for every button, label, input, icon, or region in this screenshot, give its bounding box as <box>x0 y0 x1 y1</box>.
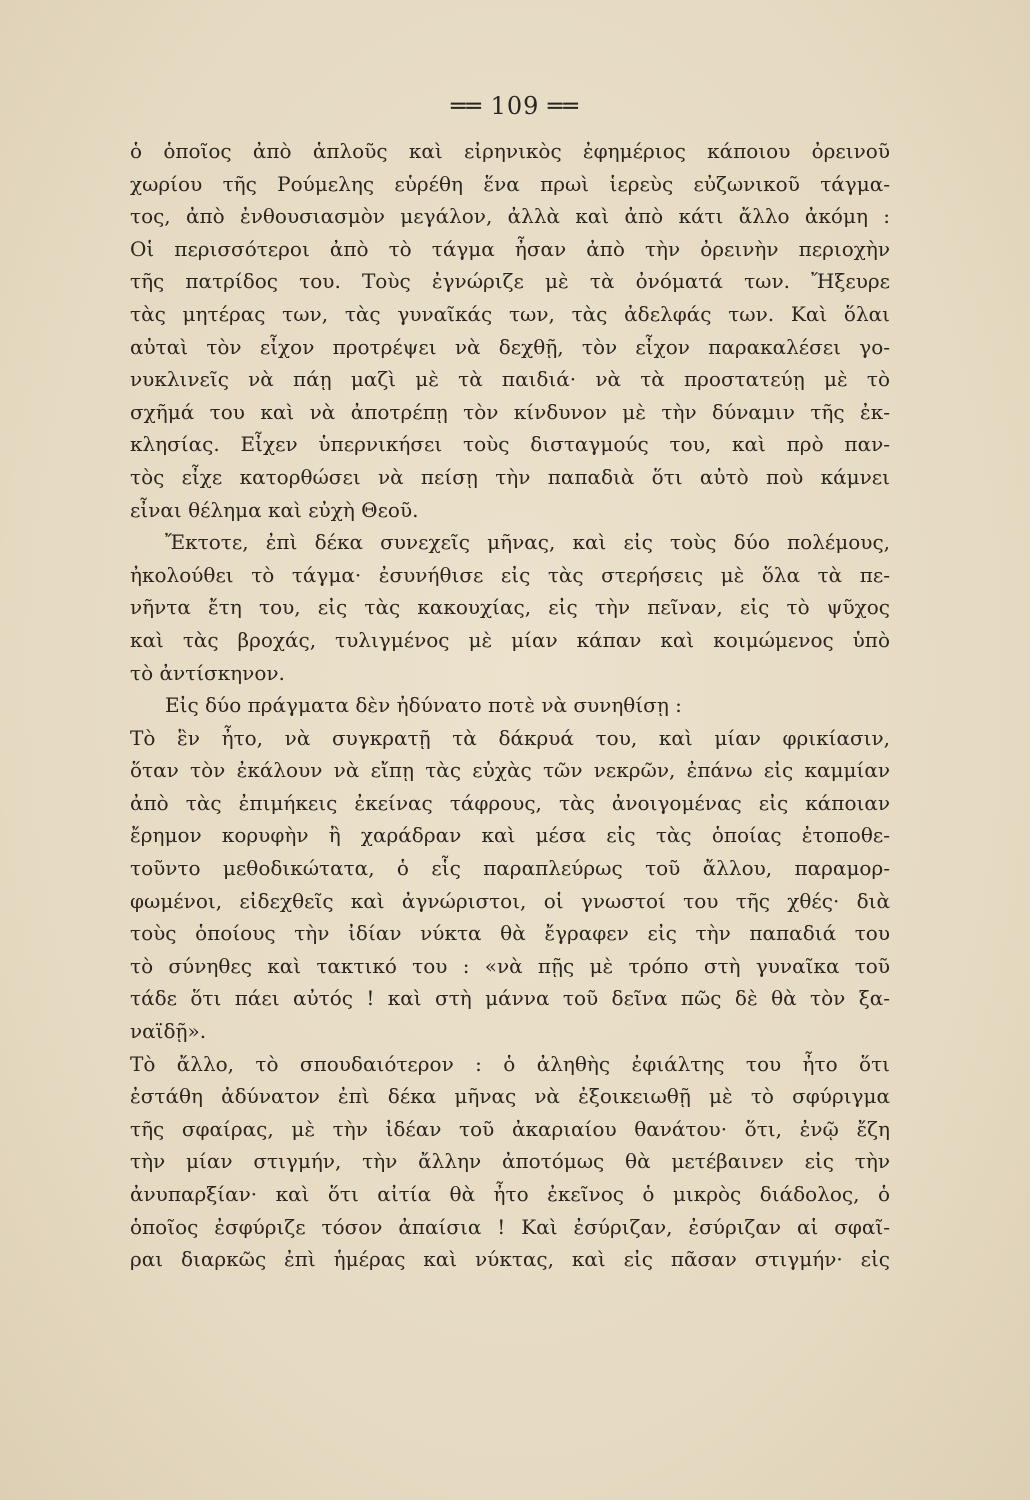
text-line: τὰς μητέρας των, τὰς γυναῖκάς των, τὰς ἀδελφάς των. Καὶ ὅλαι <box>130 301 890 326</box>
text-line: τὸς εἶχε κατορθώσει νὰ πείσῃ τὴν παπαδιὰ ὅτι αὐτὸ ποὺ κάμνει <box>130 464 890 489</box>
text-line: αὐταὶ τὸν εἶχον προτρέψει νὰ δεχθῇ, τὸν εἶχον παρακαλέσει γο- <box>130 334 890 359</box>
text-line: χωρίου τῆς Ρούμελης εὑρέθη ἕνα πρωὶ ἱερεὺς εὐζωνικοῦ τάγμα- <box>130 171 890 196</box>
text-line: ναϊδῇ». <box>130 1019 207 1044</box>
text-line: τος, ἀπὸ ἐνθουσιασμὸν μεγάλον, ἀλλὰ καὶ ἀπὸ κάτι ἄλλο ἀκόμη : <box>130 204 890 229</box>
page-number: ══ 109 ══ <box>451 92 579 120</box>
text-line: τοῦντο μεθοδικώτατα, ὁ εἷς παραπλεύρως τοῦ ἄλλου, παραμορ- <box>130 856 890 881</box>
text-line: Οἱ περισσότεροι ἀπὸ τὸ τάγμα ἦσαν ἀπὸ τὴν ὀρεινὴν περιοχὴν <box>130 236 890 261</box>
text-line: φωμένοι, εἰδεχθεῖς καὶ ἀγνώριστοι, οἱ γνωστοί του τῆς χθές· διὰ <box>130 888 890 913</box>
text-line: τάδε ὅτι πάει αὐτός ! καὶ στὴ μάννα τοῦ δεῖνα πῶς δὲ θὰ τὸν ξα- <box>130 986 890 1011</box>
text-line: ὁποῖος ἐσφύριζε τόσον ἀπαίσια ! Καὶ ἐσύριζαν, ἐσύριζαν αἱ σφαῖ- <box>130 1214 890 1239</box>
text-line: Εἰς δύο πράγματα δὲν ἠδύνατο ποτὲ νὰ συνηθίσῃ : <box>165 693 682 718</box>
text-line: καὶ τὰς βροχάς, τυλιγμένος μὲ μίαν κάπαν καὶ κοιμώμενος ὑπὸ <box>130 627 890 652</box>
text-line: Ἔκτοτε, ἐπὶ δέκα συνεχεῖς μῆνας, καὶ εἰς τοὺς δύο πολέμους, <box>165 530 890 555</box>
text-line: ραι διαρκῶς ἐπὶ ἡμέρας καὶ νύκτας, καὶ εἰς πᾶσαν στιγμήν· εἰς <box>130 1247 890 1272</box>
text-line: ὅταν τὸν ἐκάλουν νὰ εἴπῃ τὰς εὐχὰς τῶν νεκρῶν, ἐπάνω εἰς καμμίαν <box>130 758 890 783</box>
text-line: ἀπὸ τὰς ἐπιμήκεις ἐκείνας τάφρους, τὰς ἀνοιγομένας εἰς κάποιαν <box>130 790 890 815</box>
text-line: νυκλινεῖς νὰ πάῃ μαζὶ μὲ τὰ παιδιά· νὰ τὰ προστατεύῃ μὲ τὸ <box>130 367 890 392</box>
text-line: τὸ ἀντίσκηνον. <box>130 660 285 685</box>
body-text <box>130 135 890 1276</box>
text-line: τῆς σφαίρας, μὲ τὴν ἰδέαν τοῦ ἀκαριαίου θανάτου· ὅτι, ἐνῷ ἔζη <box>130 1116 890 1141</box>
text-line: τὸ σύνηθες καὶ τακτικό του : «νὰ πῇς μὲ τρόπο στὴ γυναῖκα τοῦ <box>130 953 890 978</box>
text-line: ὁ ὁποῖος ἀπὸ ἁπλοῦς καὶ εἰρηνικὸς ἐφημέριος κάποιου ὀρεινοῦ <box>130 139 890 163</box>
text-line: Τὸ ἄλλο, τὸ σπουδαιότερον : ὁ ἀληθὴς ἐφιάλτης του ἦτο ὅτι <box>130 1051 890 1076</box>
text-line: ἠκολούθει τὸ τάγμα· ἐσυνήθισε εἰς τὰς στερήσεις μὲ ὅλα τὰ πε- <box>130 562 890 587</box>
text-line: τὴν μίαν στιγμήν, τὴν ἄλλην ἀποτόμως θὰ μετέβαινεν εἰς τὴν <box>130 1149 890 1174</box>
text-line: ἔρημον κορυφὴν ἢ χαράδραν καὶ μέσα εἰς τὰς ὁποίας ἐτοποθε- <box>130 823 890 848</box>
text-line: ἀνυπαρξίαν· καὶ ὅτι αἰτία θὰ ἦτο ἐκεῖνος ὁ μικρὸς διάδολος, ὁ <box>130 1182 890 1206</box>
text-line: τοὺς ὁποίους τὴν ἰδίαν νύκτα θὰ ἔγραφεν εἰς τὴν παπαδιά του <box>130 921 890 946</box>
text-line: εἶναι θέλημα καὶ εὐχὴ Θεοῦ. <box>130 497 419 522</box>
text-line: τῆς πατρίδος του. Τοὺς ἐγνώριζε μὲ τὰ ὀνόματά των. Ἤξευρε <box>130 269 890 294</box>
text-line: νῆντα ἔτη του, εἰς τὰς κακουχίας, εἰς τὴν πεῖναν, εἰς τὸ ψῦχος <box>130 595 890 620</box>
text-line: ἐστάθη ἀδύνατον ἐπὶ δέκα μῆνας νὰ ἐξοικειωθῇ μὲ τὸ σφύριγμα <box>130 1084 890 1109</box>
text-line: Τὸ ἓν ἦτο, νὰ συγκρατῇ τὰ δάκρυά του, καὶ μίαν φρικίασιν, <box>130 725 890 750</box>
text-line: σχῆμά του καὶ νὰ ἀποτρέπῃ τὸν κίνδυνον μὲ τὴν δύναμιν τῆς ἐκ- <box>130 399 890 424</box>
text-line: κλησίας. Εἶχεν ὑπερνικήσει τοὺς δισταγμούς του, καὶ πρὸ παν- <box>130 432 890 457</box>
